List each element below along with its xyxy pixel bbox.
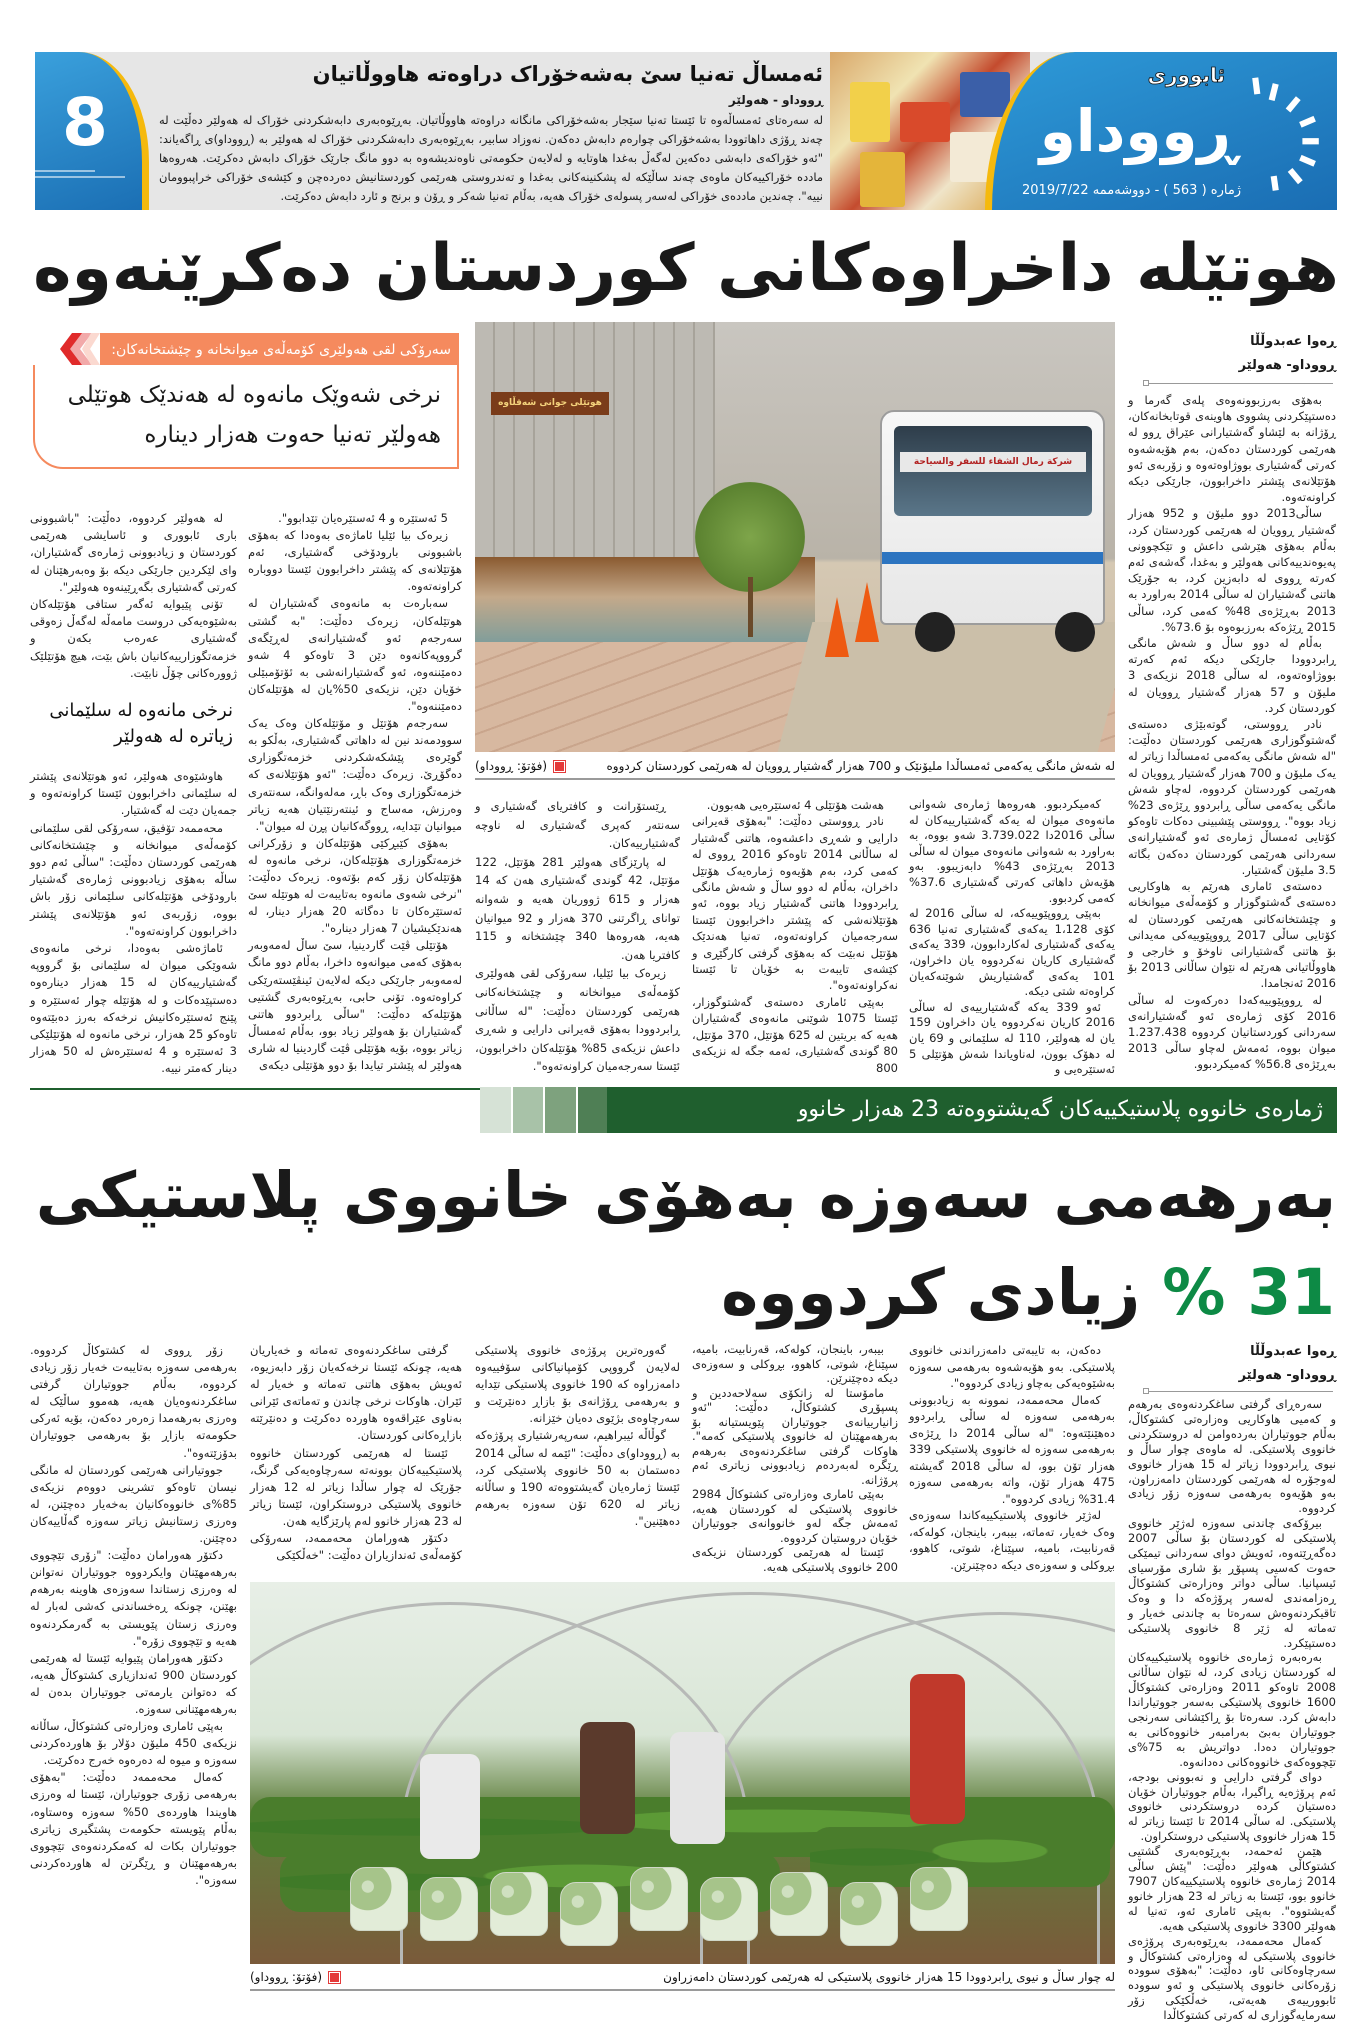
photo2-credit [250, 1968, 339, 1986]
section-divider [30, 1088, 480, 1090]
bus-wheel [915, 612, 955, 652]
paragraph: کەمیکردبوو. هەروەها ژمارەی شەوانی مانەوەی میوان لە یەکە گەشتیارییەکان لە ساڵی 2016دا 3.739.022 شەو بووە، بە بەراورد بە شەوانی مانەوەی میوان لە ساڵی 2013 بەڕێژەی 43% دابەزیبوو. بەو هۆیەش داهاتی کەرتی گەشتیاری 37.6% کەمی کردبوو. [909, 797, 1115, 905]
paragraph: ئاماژەشی بەوەدا، نرخی مانەوەی شەوێکی میوان لە سلێمانی بۆ گرووپە گەشتیارییەکان لە 15 هەزار دینارەوە دەستپێدەکات و لە هۆتێلە چوار ئەستێرە و پێنج ئەستێرەکانیش نرخەکە بەرز دەبێتەوە تاوەکو 25 هەزار، نرخی مانەوە لە هۆتێلێکی 3 ئەستێرە و 4 ئەستێرەش لە 50 هەزار دینار کەمتر نییە. [30, 941, 238, 1076]
paragraph: نادر ڕووستی، گوتەبێژی دەستەی گەشتوگوزاری هەرێمی کوردستان دەڵێت: "لە شەش مانگی یەکەمی ئەمساڵدا زیاتر لە یەک ملیۆن و 700 هەزار گەشتیار ڕوویان لە هەرێمی کوردستان کردووە، لەچاو شەش مانگی یەکەمی ساڵی ڕابردوو ڕێژەی 23% زیاد بووە". ڕووستی پێشبینی دەکات تاوەکو کۆتایی ئەمساڵ ژمارەی ئەو گەشتیارانەی سەردانی هەرێمی کوردستان دەکەن بگاتە 3.5 ملیۆن گەشتیار. [1128, 717, 1336, 877]
paragraph: کەمال محەممەد، نموونە بە زیادبوونی بەرهەمی سەوزە لە ساڵی ڕابردوو دەهێنێتەوە: "لە ساڵی 2014 دا ڕێژەی بەرهەمی سەوزە لە خانووی پلاستیکی 339 هەزار تۆن بوو، لە ساڵی 2018 گەیشتە 475 هەزار تۆن، واتە بەرهەمی سەوزە 31.4% زیادی کردووە". [909, 1392, 1115, 1506]
paragraph: بەپێی ئاماری دەستەی گەشتوگوزار، ئێستا 1075 شوێنی مانەوەی گەشتیاران هەیە کە بریتین لە 625 هۆتێل، 370 مۆتێل، 80 گوندی گەشتیاری، ئەمە جگە لە نزیکەی 800 [692, 994, 899, 1075]
article1-column-1 [1128, 392, 1336, 1078]
paragraph: دوای گرفتی دارایی و نەبوونی بودجە، ئەم پرۆژەیە ڕاگیرا، بەڵام جووتیاران خۆیان دەستیان کردە دروستکردنی خانووی پلاستیکی. لە ساڵی 2014 تا ئێستا زیاتر لە 15 هەزار خانووی پلاستیکی دروستکراون. [1128, 1769, 1336, 1844]
article2-column-3 [692, 1342, 898, 1574]
article2-column-2 [909, 1342, 1115, 1574]
article1-author: ڕەوا عەبدوڵڵا [1250, 334, 1336, 349]
paragraph: بەپێی ڕووپێوییەکە، لە ساڵی 2016 لە کۆی 1،128 یەکەی گەشتیاری تەنیا 636 یەکەی گەشتیاری لەکاردابوون، 339 یەکەی گەشتیاری کاریان نەکردووە یان داخراون، 101 یەکەی گەشتیاریش شوێنەکەیان کراوەتە شتی دیکە. [909, 906, 1115, 999]
article1-location: ڕووداو- هەولێر [1238, 358, 1336, 373]
cucumber-sack [630, 1867, 688, 1931]
article2-byline [1158, 1340, 1336, 1388]
article2-author: ڕەوا عەبدوڵڵا [1250, 1344, 1336, 1359]
cucumber-sack [770, 1872, 828, 1936]
tree [695, 482, 805, 592]
paragraph: گەورەترین پرۆژەی خانووی پلاستیکی لەلایەن گرووپی کۆمپانیاکانی سۆفییەوە دامەزراوە کە 190 خانووی پلاستیکی تێدایە و بەرهەمی ڕۆژانەی بۆ بازاڕ دەنێرێت و سەرچاوەی بژێوی دەیان خێزانە. [475, 1343, 680, 1426]
brand-panel [985, 52, 1337, 210]
article1-column-3 [692, 797, 898, 1078]
photo2-caption [250, 1968, 1115, 1991]
paragraph: لەژێر خانووی پلاستیکییەکاندا سەوزەی وەک خەیار، تەماتە، بیبەر، باینجان، کولەکە، قەرنابیت، بامیە، سپێناغ، شوتی، کاهوو، بڕوکلی و سەوزەی دیکە دەچێنرێن. [909, 1508, 1115, 1572]
paragraph: کەمال محەممەد، بەڕێوەبەری پرۆژەی خانووی پلاستیکی لە وەزارەتی کشتوکاڵ و سەرچاوەکانی ئاو، دەڵێت: "بەهۆی سوودە زۆرەکانی خانووی پلاستیکی و ئەو سوودە ئابوورییەی هەیەتی، خەڵکێکی زۆر سەرمایەگوزاری لە کەرتی کشتوکاڵدا [1128, 1933, 1336, 2023]
cucumber-sack [350, 1867, 408, 1931]
cucumber-sack [490, 1872, 548, 1936]
grocery-item [900, 102, 950, 142]
paragraph: نادر ڕووستی دەڵێت: "بەهۆی قەیرانی دارایی و شەڕی داعشەوە، هاتنی گەشتیار لە ساڵانی 2014 تاوەکو 2016 ڕووی لە کەمی کرد، بەم هۆیەوە ژمارەیەک هۆتێل داخران، بەڵام لە دوو ساڵ و شەش مانگی ڕابردوودا هاتنی گەشتیار زیاد بووە، ئەو هۆتێلانەشی کە پێشتر داخرابوون ئێستا سەرجەمیان کراونەتەوە، تەنیا هەندێک هۆتێل نەبێت کە بەهۆی گرفتی کارگێڕی و کێشەی تایبەت بە خۆیان تا ئێستا نەکراونەتەوە". [692, 814, 899, 993]
article1-column-2 [909, 797, 1115, 1078]
article1-column-5 [248, 510, 462, 1078]
worker [910, 1674, 965, 1824]
paragraph: محەممەد تۆفیق، سەرۆکی لقی سلێمانی کۆمەڵەی میوانخانە و چێشتخانەکانی هەرێمی کوردستان دەڵێت: "ساڵی ئەم دوو ساڵە بەهۆی زیادبوونی ژمارەی گەشتیار بارودۆخی هۆتێلەکانی سلێمانی زۆر باش بووە، زۆربەی ئەو هۆتێلانەی پێشتر داخرابوون کراونەتەوە". [30, 820, 237, 938]
bus-wheel [1055, 612, 1095, 652]
article2-headline-line2[interactable] [31, 1238, 1335, 1335]
page-number: 8 [62, 84, 108, 161]
paragraph: ئێستا لە هەرێمی کوردستان نزیکەی 200 خانووی پلاستیکی هەیە. [692, 1545, 898, 1574]
article2-headline-line1-text: بەرهەمی سەوزە بەهۆی خانووی پلاستیکی [35, 1159, 1337, 1232]
paragraph: سەبارەت بە مانەوەی گەشتیاران لە هوتێلەکان، زیرەک دەڵێت: "بە گشتی سەرجەم ئەو گەشتیارانەی لەڕێگەی گرووپەکانەوە دێن 3 تاوەکو 4 شەو دەمێننەوە، ئەو گەشتیارانەشی بە ئۆتۆمبێلی خۆیان دێن، نزیکەی 50%یان لە هۆتێلەکان دەمێننەوە". [248, 596, 462, 714]
article1-headline[interactable] [31, 226, 1341, 310]
tour-bus [880, 410, 1105, 625]
traffic-cone [825, 597, 849, 657]
banner-story-body: لە سەرەتای ئەمساڵەوە تا ئێستا تەنیا سێجار بەشەخۆراکی مانگانە دراوەتە هاووڵاتیان. بەڕێوەبەری دابەشکردنی خۆراک لە هەولێر دەڵێت لە چەند ڕۆژی داهاتوودا بەشەخۆراکی چوارەم دابەش دەکەن. نەوزاد سابیر، بەڕێوەبەری دابەشکردنی خۆراک لە هەولێر بە (ڕووداو)ی ڕاگەیاند: "ئەو خۆراکەی دابەشی دەکەین لەگەڵ بەغدا هاوتایە و لەلایەن حکومەتی ناوەندیشەوە بە دوو مانگ جارێک خۆراک دابەش دەکرێت. هەروەها ماددە خۆراکییەکان ماوەی چەند ساڵێکە لە پشکنینەکانی بەغدا و تەندروستی هەرێمی کوردستانیش دەردەچن و کێشەی خۆراکی خراپبوومان نییە". چەندین ماددەی خۆراکی لەسەر پسولەی خۆراک هەیە، بەڵام تەنیا شەکر و ڕۆن و برنج و ئارد دابەش دەکرێت. [159, 113, 823, 203]
paragraph: هەشت هۆتێلی 4 ئەستێرەیی هەبوون. [706, 798, 884, 812]
photo1-caption-text: لە شەش مانگی یەکەمی ئەمساڵدا ملیۆنێک و 700 هەزار گەشتیار ڕوویان لە هەرێمی کوردستان کردووە [606, 759, 1115, 773]
paragraph: 5 ئەستێرە و 4 ئەستێرەیان تێدابوو". [278, 511, 448, 525]
paragraph: زۆر ڕووی لە کشتوکاڵ کردووە. بەرهەمی سەوزە بەتایبەت خەیار زۆر زیادی کردووە، بەڵام جووتیاران گرفتی ساغکردنەوەیان هەیە، هەموو ساڵێک لە وەرزی بەرهەمدا زەرەر دەکەن، بۆیە ئەرکی حکومەتە بازاڕ بۆ بەرهەمی جووتیاران بدۆزێتەوە". [30, 1343, 237, 1460]
paragraph: لە پارێزگای هەولێر 281 هۆتێل، 122 مۆتێل، 42 گوندی گەشتیاری هەن کە 14 هەزار و 615 ژووریان هەیە و شەوانە توانای ڕاگرتنی 370 هەزار و 92 میوانیان هەیە، هەروەها 340 چێشتخانە و 115 کافتریا هەن. [475, 854, 680, 962]
paragraph: بەرەبەرە ژمارەی خانووە پلاستیکییەکان لە کوردستان زیادی کرد، لە نێوان ساڵانی 2008 تاوەکو 2011 وەزارەتی کشتوکاڵ 1600 خانووی پلاستیکی بەسەر جووتیاراندا دابەش کرد. سەرەتا بۆ ڕاکێشانی سەرنجی جووتیاران بەبێ بەرامبەر خانووەکانی بە جووتیاران دەدا. دواتریش بە 75%ی تێچووەکەی خانووەکانی دەدانەوە. [1128, 1650, 1336, 1769]
paragraph: گوڵاڵە ئیبراهیم، سەرپەرشتیاری پرۆژەکە بە (ڕووداو)ی دەڵێت: "ئێمە لە ساڵی 2014 دەستمان بە 50 خانووی پلاستیکی کرد، ئێستا ژمارەیان گەیشتووەتە 190 و ساڵانە زیاتر لە 620 تۆن سەوزە بەرهەم دەهێنین". [475, 1428, 680, 1528]
divider-end-square [1143, 1388, 1149, 1394]
article2-column-4 [475, 1342, 680, 1574]
article2-column-1 [1128, 1397, 1336, 2030]
photo-credit-marker-icon [555, 762, 564, 771]
paragraph: لە هەولێر کردووە، دەڵێت: "باشبوونی باری ئابووری و ئاسایشی هەرێمی کوردستان و زیادبوونی ژمارەی گەشتیاران، وای لێکردین جارێکی دیکە بۆ وەبەرهێنان لە کەرتی گەشتیاری بگەڕێینەوە هەولێر". [30, 511, 237, 594]
paragraph: هۆتێلی ڤێت گاردینیا، سێ ساڵ لەمەوبەر بەهۆی کەمی میوانەوە داخرا، بەڵام دوو مانگ لەمەوبەر جارێکی دیکە لەلایەن ئینڤێستەرێکی کراوەتەوە. تۆنی حابی، بەڕێوەبەری گشتیی هۆتێلەکە دەڵێت: "ساڵی ڕابردوو هاتنی گەشتیاران بۆ هەولێر زیاد بوو، بەڵام ئەمساڵ زیاتر بووە، بۆیە هۆتێلی ڤێت گاردینیا لە شاری هەولێر لە پێشتر تیایدا بۆ دوو هۆتێلی دیکەی [248, 938, 462, 1072]
paragraph: دەکەن، بە تایبەتی دامەزراندنی خانووی پلاستیکی. بەو هۆیەشەوە بەرهەمی سەوزە بەشێوەیەکی بەچاو زیادی کردووە". [909, 1343, 1115, 1390]
paragraph: دەستەی ئاماری هەرێم بە هاوکاریی دەستەی گەشتوگوزار و کۆمەڵەی میوانخانە و چێشتخانەکانی هەرێمی کوردستان لە کۆتایی ساڵی 2017 ڕووپێوییەکی مەیدانی بۆ هاتنی گەشتیارانی ناوخۆ و خارجی و هاووڵاتیانی هەرێم لە نێوان ساڵانی 2013 بۆ 2016 ئەنجامدا. [1128, 879, 1336, 991]
article1-byline [1158, 330, 1336, 378]
paragraph: ئەو 339 یەکە گەشتیارییەی لە ساڵی 2016 کاریان نەکردووە یان داخراون 159 یان لە هەولێر، 110 لە سلێمانی و 69 یان لە دهۆک بوون، لەناویاندا شەش هۆتێلی 5 ئەستێرەیی و [909, 999, 1115, 1077]
banner-story-byline: ڕووداو - هەولێر [728, 93, 823, 107]
greenhouse-photo [250, 1582, 1115, 1964]
paragraph: لە ڕووپێوییەکەدا دەرکەوت لە ساڵی 2016 کۆی ژمارەی ئەو گەشتیارانەی سەردانی کوردستانیان کردووە 1.237.438 میوان بووە، ئەمەش لەچاو ساڵی 2013 بەڕێژەی 56.8% کەمیکردبوو. [1128, 992, 1336, 1072]
decorative-square [480, 1087, 511, 1133]
grocery-item [850, 82, 890, 142]
article2-column-6 [30, 1342, 237, 2030]
paragraph: دکتۆر هەورامان محەممەد، سەرۆکی کۆمەڵەی ئەندازیاران دەڵێت: "خەڵکێکی [250, 1531, 462, 1563]
worker [580, 1722, 635, 1834]
grocery-item [960, 72, 1010, 117]
tree-trunk [748, 577, 753, 637]
brand-logo: ڕووداو [1039, 97, 1237, 165]
photo1-credit-text: (فۆتۆ: ڕووداو) [475, 759, 548, 773]
article2-column-5 [250, 1342, 462, 1574]
article1-headline-text: هوتێلە داخراوەکانی کوردستان دەکرێنەوە [33, 231, 1339, 306]
chevron-left-icon [58, 333, 100, 365]
bus-stripe [882, 552, 1103, 564]
article2-kicker: ژمارەی خانووە پلاستیکییەکان گەیشتووەتە 23 هەزار خانوو [607, 1087, 1337, 1133]
cucumber-sack [560, 1882, 618, 1946]
paragraph: هێمن ئەحمەد، بەڕێوەبەری گشتیی کشتوکاڵی هەولێر دەڵێت: "پێش ساڵی 2014 ژمارەی خانووە پلاستیکییەکان 7907 خانوو بوو، ئێستا بە زیاتر لە 23 هەزار خانوو گەیشتووە". بەپێی ئاماری ئەو، تەنیا لە هەولێر 3300 خانووی پلاستیکی هەیە. [1128, 1844, 1336, 1933]
cucumber-sack [840, 1882, 898, 1946]
paragraph: دکتۆر هەورامان دەڵێت: "زۆری تێچووی بەرهەمهێنان وایکردووە جووتیاران نەتوانن لە وەرزی زستاندا سەوزەی هاوینە بەرهەم بهێنن، چونکە ڕەخساندنی کەشی لەبار لە وەرزی زستان پێویستی بە گەرمکردنەوە هەیە و تێچووی زۆرە". [30, 1548, 237, 1648]
paragraph: دکتۆر هەورامان پێیوایە ئێستا لە هەرێمی کوردستان 900 ئەندازیاری کشتوکاڵ هەیە، کە دەتوانن یارمەتی جووتیاران بدەن لە بەرهەمهێنانی سەوزە. [30, 1650, 237, 1716]
issue-date-line: ژمارە ( 563 ) - دووشەممە 2019/7/22 [1022, 183, 1242, 198]
paragraph: سەرەڕای گرفتی ساغکردنەوەی بەرهەم و کەمیی هاوکاریی وەزارەتی کشتوکاڵ، بەڵام جووتیاران بەردەوامن لە دروستکردنی خانووی پلاستیکی. لە ماوەی چوار ساڵ و نیوی ڕابردوودا زیاتر لە 15 هەزار خانووی لەوجۆرە لە هەرێمی کوردستان دامەزراون، بەو هۆیەوە بەرهەمی سەوزە زۆر زیادی کردووە. [1128, 1397, 1337, 1516]
hotel-sign: هوتێلی جوانی شەقڵاوە [491, 392, 609, 415]
paragraph: بەپێی ئاماری وەزارەتی کشتوکاڵ 2984 خانووی پلاستیکی لە کوردستان هەیە، ئەمەش جگە لەو خانووانەی جووتیاران خۆیان دروستیان کردووە. [692, 1487, 898, 1545]
decorative-square [513, 1087, 544, 1133]
paragraph: هاوشێوەی هەولێر، ئەو هوتێلانەی پێشتر لە سلێمانی داخرابوون ئێستا کراونەتەوە و جمەیان دێت لە گەشتیار. [30, 769, 237, 818]
photo2-credit-text: (فۆتۆ: ڕووداو) [250, 1970, 323, 1984]
building [475, 322, 715, 562]
quote-tag [100, 333, 459, 365]
paragraph: بەپێی ئاماری وەزارەتی کشتوکاڵ، ساڵانە نزیکەی 450 ملیۆن دۆلار بۆ هاوردەکردنی سەوزە و میوە لە دەرەوە خەرج دەکرێت. [30, 1719, 237, 1768]
decorative-square [545, 1087, 576, 1133]
paragraph: جووتیارانی هەرێمی کوردستان لە مانگی نیسان تاوەکو تشرینی دووەم نزیکەی 85%ی خانووەکانیان بەخەیار دەچێنن، لە وەرزی زستانیش زیاتر سەوزە گەڵاییەکان دەچێنن. [30, 1462, 237, 1546]
traffic-cone [855, 582, 879, 642]
decorative-line [35, 170, 95, 172]
cucumber-sack [420, 1877, 478, 1941]
byline-divider [1143, 383, 1333, 384]
decorative-line [35, 176, 125, 178]
paragraph: زیرەک بیا ئێلیا، سەرۆکی لقی هەولێری کۆمەڵەی میوانخانە و چێشتخانەکانی هەرێمی کوردستان دەڵێت: "لە ساڵانی ڕابردوودا بەهۆی قەیرانی دارایی و شەڕی داعش نزیکەی 85% هۆتێلەکان داخرابوون، ئێستا سەرجەمیان کراونەتەوە". [475, 966, 680, 1074]
cucumber-sack [700, 1877, 758, 1941]
article2-location: ڕووداو- هەولێر [1238, 1368, 1336, 1383]
paragraph: بەهۆی کێبڕکێی هۆتێلەکان و زۆرکرانی خزمەتگوزاری هۆتێلەکان، نرخی مانەوە لە هۆتێلەکان زۆر کەم بۆتەوە. زیرەک دەڵێت: "نرخی شەوی مانەوە بەتایبەت لە هوتێلە سێ ئەستێرەکان تا دەگاتە 20 هەزار دینار، لە هەندێکیشیان 7 هەزار دینارە". [248, 835, 462, 936]
decorative-square [578, 1087, 609, 1133]
paragraph: گرفتی ساغکردنەوەی تەماتە و خەیاریان هەیە، چونکە ئێستا نرخەکەیان زۆر دابەزیوە، ئەویش بەهۆی هاتنی تەماتە و خەیار لە ئێران. هاوکات نرخی چاندن و تەماتەی ئێرانی بەناوی عێراقەوە هاوردە دەکرێت و دەنێرێتە بازاڕەکانی کوردستان. [250, 1343, 462, 1443]
paragraph: سەرجەم هۆتێل و مۆتێلەکان وەک یەک سوودمەند نین لە داهاتی گەشتیاری، بەڵکو بە گوێرەی پێشکەشکردنی خزمەتگوزاری دەگۆڕێ. زیرەک دەڵێت: "ئەو هۆتێلانەی کە خزمەتگوزاری وەک باڕ، مەلەوانگە، سەنتەری وەرزش، مەساج و ئینتەرنێتیان هەیە زیاتر میوانیان تێدایە، ڕووگەکانیان پڕن لە میوان". [248, 716, 462, 833]
pull-quote-box [33, 365, 459, 469]
logo-rays-icon [1245, 68, 1327, 194]
cucumber-sack [910, 1867, 968, 1931]
paragraph: بەڵام لە دوو ساڵ و شەش مانگی ڕابردوودا جارێکی دیکە ئەم کەرتە بووژاوەتەوە، لە ساڵی 2018 نزیکەی 3 ملیۆن و 57 هەزار گەشتیار ڕوویان لە کوردستان کرد. [1128, 636, 1337, 715]
photo1-caption [475, 757, 1115, 780]
paragraph: بیرۆکەی چاندنی سەوزە لەژێر خانووی پلاستیکی لە کوردستان بۆ ساڵی 2007 دەگەڕێتەوە، ئەویش دوای سەردانی تیمێکی حەوت کەسیی پسپۆڕ بۆ شاری مۆرسیای ئیسپانیا. ساڵی دواتر وەزارەتی کشتوکاڵ ڕەزامەندی لەسەر پرۆژەکە دا و وەک تاقیکردنەوەش سەرەتا بە چاندنی خەیار و تەماتە لە ژێر 8 خانووی پلاستیکی دەستپێکرد. [1128, 1516, 1336, 1650]
pull-quote-text: نرخی شەوێک مانەوە لە هەندێک هوتێلی هەولێر تەنیا حەوت هەزار دینارە [67, 382, 441, 448]
quote-tag-text: سەرۆکی لقی هەولێری کۆمەڵەی میوانخانە و چێشتخانەکان: [111, 342, 451, 358]
paragraph: بیبەر، باینجان، کولەکە، قەرنابیت، بامیە، سپێناغ، شوتی، کاهوو، بڕوکلی و سەوزەی دیکە دەچێنرێن. [692, 1342, 898, 1385]
bus-sign: شركة رمال الشفاء للسفر والسياحة [900, 452, 1086, 472]
divider-end-square [1143, 380, 1149, 386]
paragraph: ڕێستۆرانت و کافتریای گەشتیاری و سەنتەر کەپری گەشتیاری لە ناوچە گەشتیارییەکان. [475, 799, 680, 851]
worker [420, 1754, 480, 1859]
grocery-item [860, 152, 905, 207]
page-header-banner [35, 52, 1337, 210]
photo1-credit [475, 757, 564, 775]
paragraph: بەهۆی بەرزبوونەوەی پلەی گەرما و دەستپێکردنی پشووی هاوینەی قوتابخانەکان، ڕۆژانە بە لێشاو گەشتیارانی عێراق ڕوو لە هەرێمی کوردستان دەکەن، بەم هۆیەشەوە کەرتی گەشتیاری بووژاوەتەوە و زۆربەی ئەو هۆتێلانەی پێشتر داخرابوون، جارێکی دیکە کراونەتەوە. [1128, 393, 1336, 505]
paragraph: مامۆستا لە زانکۆی سەلاحەددین و پسپۆڕی کشتوکاڵ، دەڵێت: "ئەو زانیارییانەی جووتیاران پێویستیانە بۆ بەرهەمهێنان لە خانووی پلاستیکی کەمە". هاوکات گرفتی ساغکردنەوەی بەرهەم ڕێگرە لەبەردەم زیادبوونی زیاتری ئەم پرۆژانە. [692, 1385, 898, 1487]
article2-headline-line2-wrap [721, 1256, 1335, 1329]
decorative-squares [480, 1087, 608, 1133]
photo-credit-marker-icon [330, 1973, 339, 1982]
paragraph: زیرەک بیا ئێلیا ئاماژەی بەوەدا کە بەهۆی باشبوونی بارودۆخی گەشتیاری، ئەم هۆتێلانەی کە پێشتر داخرابوون ئێستا دووبارە کراونەتەوە. [248, 528, 462, 594]
paragraph: تۆنی پێیوایە ئەگەر ستافی هۆتێلەکان بەشێوەیەکی دروست مامەڵە لەگەڵ زەوقی گەشتیاری عەرەب بکەن و خزمەتگوزارییەکانیان باش بێت، هیچ هۆتێلێک ژوورەکانی چۆڵ نابێت. [30, 597, 237, 680]
article2-headline-line1[interactable] [31, 1141, 1341, 1238]
byline-divider [1143, 1391, 1333, 1392]
section-name: ئابووری [1147, 63, 1225, 87]
article1-column-6 [30, 510, 237, 1078]
article1-column-4 [475, 797, 680, 1078]
photo2-caption-text: لە چوار ساڵ و نیوی ڕابردوودا 15 هەزار خانووی پلاستیکی لە هەرێمی کوردستان دامەزراون [663, 1970, 1115, 1984]
paragraph: کەمال محەممەد دەڵێت: "بەهۆی بەرهەمی زۆری جووتیاران، ئێستا لە وەرزی هاویندا هاوردەی 50% سەوزە وەستاوە، بەڵام پێویستە حکومەت پشتگیری زیاتری جووتیاران بکات لە کەمکردنەوەی تێچووی بەرهەمهێنان و ڕێگرتن لە هاوردەکردنی سەوزە". [30, 1770, 237, 1887]
hotel-street-photo [475, 322, 1115, 752]
banner-story-title[interactable]: ئەمساڵ تەنیا سێ بەشەخۆراک دراوەتە هاووڵاتیان [312, 62, 823, 86]
worker [670, 1732, 725, 1844]
paragraph: ئێستا لە هەرێمی کوردستان خانووە پلاستیکییەکان بوونەتە سەرچاوەیەکی گرنگ، جۆرێک لە چوار ساڵدا زیاتر لە 12 هەزار خانووی پلاستیکی دروستکراون، ئێستا زیاتر لە 23 هەزار خانوو لەم پارێزگایە هەن. [250, 1445, 462, 1528]
headline-percentage: 31 % [1162, 1256, 1335, 1329]
paragraph: ساڵی2013 دوو ملیۆن و 952 هەزار گەشتیار ڕوویان لە هەرێمی کوردستان کرد، بەڵام بەهۆی هێرشی داعش و تێکچوونی پەیوەندییەکانی هەولێر و بەغدا، گەشەی ئەم کەرتە ڕووی لە دابەزین کرد، بە جۆرێک هاتنی گەشتیاران لە ساڵی 2014 بەراورد بە 2013 بەڕێژەی 48% کەمی کرد، ساڵی 2015 ڕێژەکە بەرزبوەوە بۆ 73.6%. [1128, 506, 1336, 634]
banner-story [159, 60, 823, 206]
article1-subheading: نرخی مانەوە لە سلێمانی زیاترە لە هەولێر [49, 700, 233, 748]
headline-line2-text: زیادی کردووە [721, 1256, 1141, 1329]
